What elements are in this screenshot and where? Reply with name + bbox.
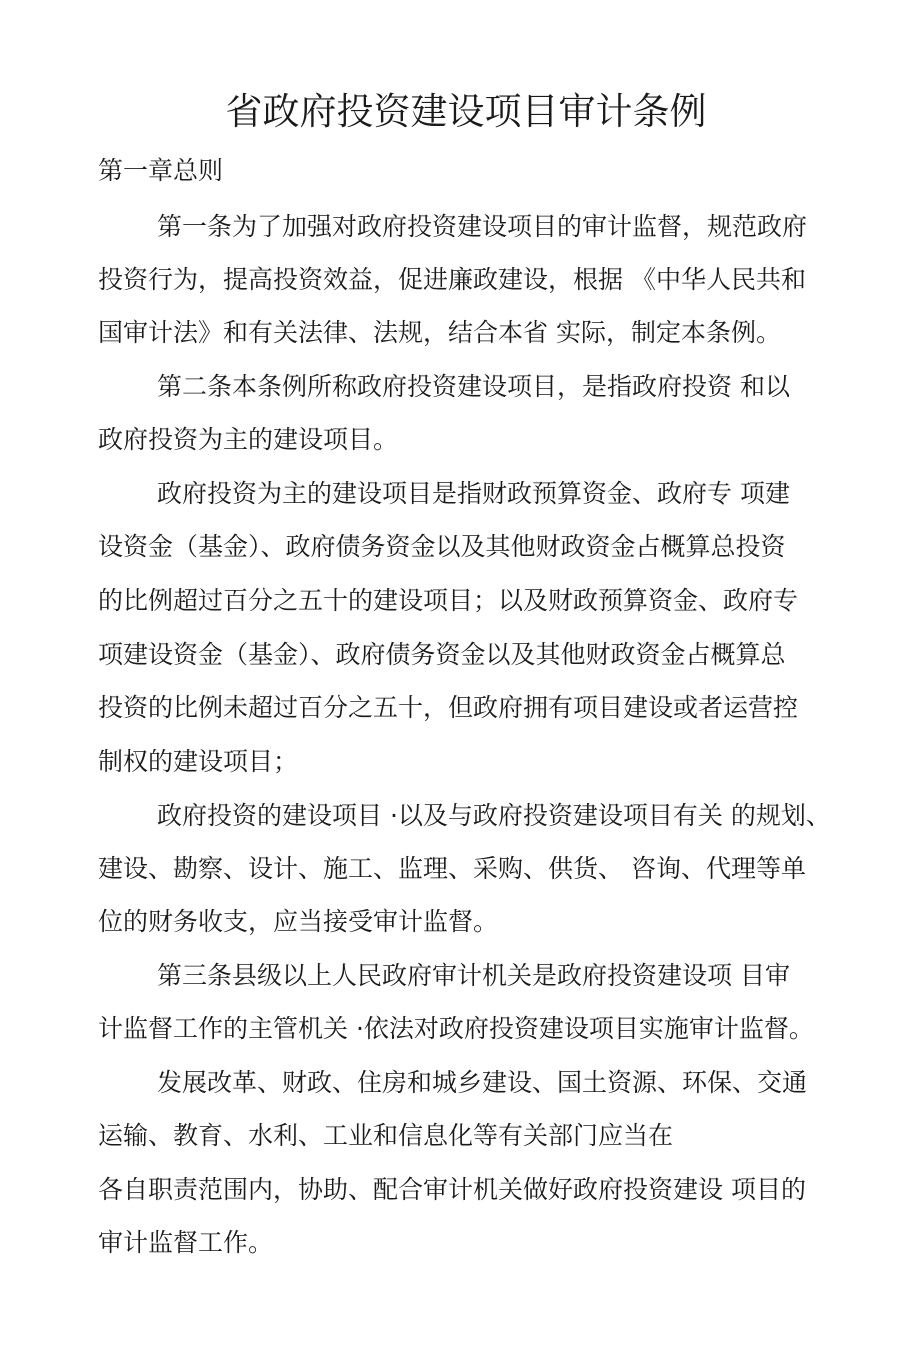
chapter-heading: 第一章总则	[98, 156, 224, 185]
text-line: 的比例超过百分之五十的建设项目；以及财政预算资金、政府专	[98, 586, 799, 615]
text-line: 政府投资为主的建设项目是指财政预算资金、政府专 项建	[157, 479, 790, 508]
text-line: 审计监督工作。	[98, 1228, 274, 1257]
text-line: 投资的比例未超过百分之五十，但政府拥有项目建设或者运营控	[98, 693, 799, 722]
text-line: 第三条县级以上人民政府审计机关是政府投资建设项 目审	[157, 961, 790, 990]
text-line: 各自职责范围内，协助、配合审计机关做好政府投资建设 项目的	[98, 1175, 806, 1204]
text-line: 第二条本条例所称政府投资建设项目，是指政府投资 和以	[157, 372, 790, 401]
text-line: 设资金（基金）、政府债务资金以及其他财政资金占概算总投资	[98, 532, 786, 561]
text-line: 建设、勘察、设计、施工、监理、采购、供货、 咨询、代理等单	[98, 854, 806, 883]
text-line: 投资行为，提高投资效益，促进廉政建设，根据 《中华人民共和	[98, 265, 806, 294]
document-title: 省政府投资建设项目审计条例	[225, 90, 707, 133]
text-line: 计监督工作的主管机关 ·依法对政府投资建设项目实施审计监督。	[98, 1014, 814, 1043]
text-line: 发展改革、财政、住房和城乡建设、国土资源、环保、交通	[157, 1068, 808, 1097]
text-line: 国审计法》和有关法律、法规，结合本省 实际，制定本条例。	[98, 318, 781, 347]
text-line: 运输、教育、水利、工业和信息化等有关部门应当在	[98, 1121, 674, 1150]
text-line: 政府投资的建设项目 ·以及与政府投资建设项目有关 的规划、	[157, 801, 831, 830]
text-line: 制权的建设项目；	[98, 747, 299, 776]
text-line: 项建设资金（基金）、政府债务资金以及其他财政资金占概算总	[98, 640, 786, 669]
text-line: 第一条为了加强对政府投资建设项目的审计监督，规范政府	[157, 212, 808, 241]
text-line: 位的财务收支，应当接受审计监督。	[98, 907, 499, 936]
text-line: 政府投资为主的建设项目。	[98, 425, 399, 454]
